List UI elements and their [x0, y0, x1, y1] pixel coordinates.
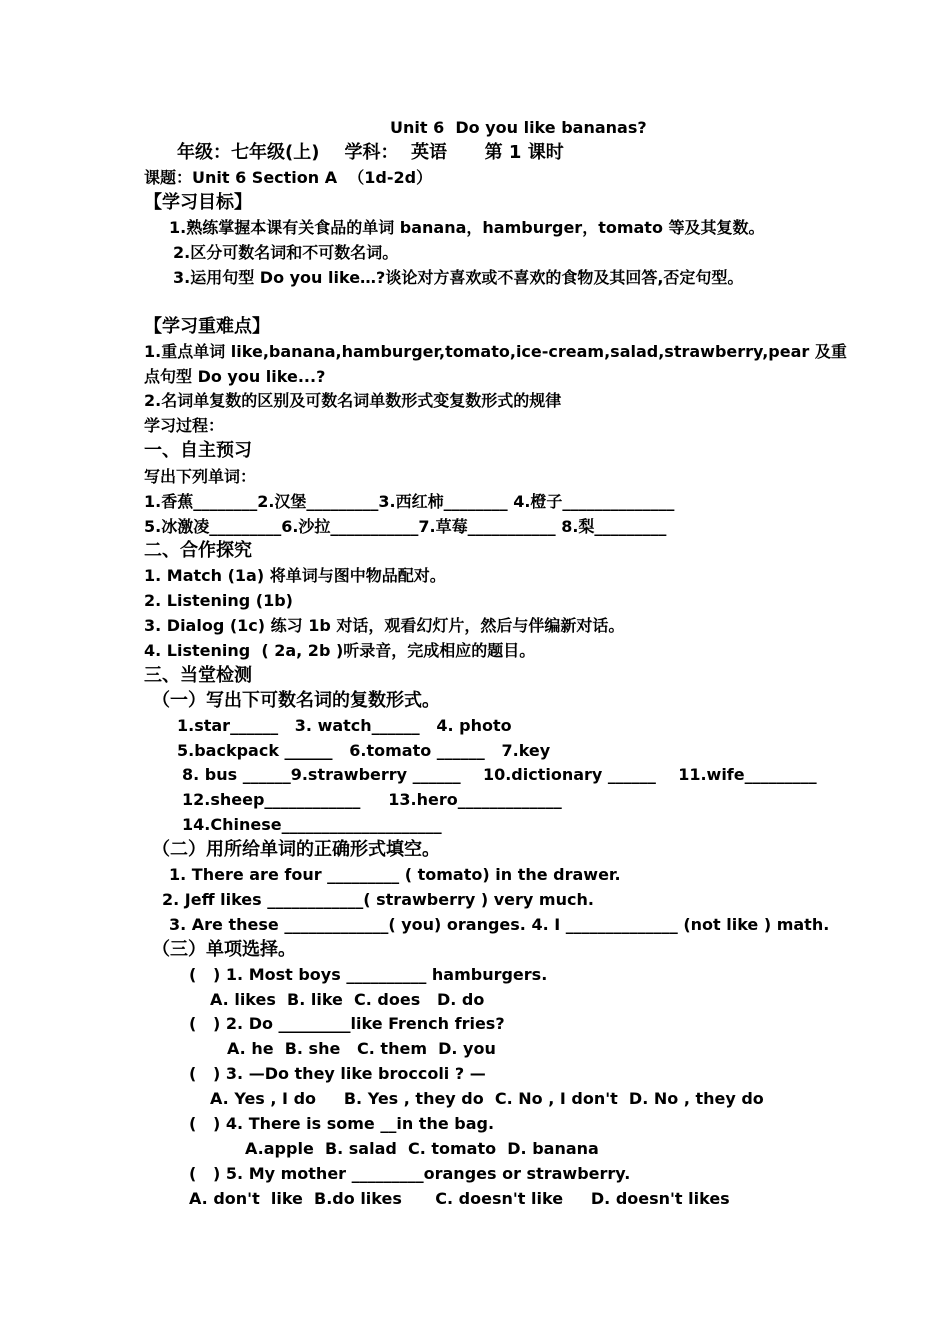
question-line: ( ) 4. There is some __in the bag.	[189, 1114, 495, 1133]
keypoint-line: 1.重点单词 like,banana,hamburger,tomato,ice-cream,salad,strawberry,pear 及重	[144, 342, 847, 361]
section1-instruction: 写出下列单词：	[144, 467, 257, 486]
objective-item: 2.区分可数名词和不可数名词。	[173, 243, 399, 262]
keypoints-heading: 【学习重难点】	[144, 316, 270, 337]
document-title: Unit 6 Do you like bananas?	[390, 118, 647, 137]
section2-item: 4. Listening ( 2a, 2b )听录音，完成相应的题目。	[144, 641, 536, 660]
part2-line: 1. There are four _________ ( tomato) in the drawer.	[169, 865, 621, 884]
question-line: ( ) 3. —Do they like broccoli ? —	[189, 1064, 486, 1083]
options-line: A. he B. she C. them D. you	[227, 1039, 496, 1058]
section2-item: 1. Match (1a) 将单词与图中物品配对。	[144, 566, 446, 585]
vocab-line: 5.冰激凌_________6.沙拉___________7.草莓___________ 8.梨_________	[144, 517, 667, 536]
section2-item: 2. Listening (1b)	[144, 591, 293, 610]
objective-item: 3.运用句型 Do you like…?谈论对方喜欢或不喜欢的食物及其回答,否定句型。	[173, 268, 744, 287]
lesson-topic: 课题：Unit 6 Section A （1d-2d）	[144, 168, 433, 187]
part2-line: 2. Jeff likes ____________( strawberry ) very much.	[162, 890, 594, 909]
section2-item: 3. Dialog (1c) 练习 1b 对话，观看幻灯片，然后与伴编新对话。	[144, 616, 625, 635]
options-line: A. Yes , I do B. Yes , they do C. No , I don't D. No , they do	[210, 1089, 764, 1108]
options-line: A. likes B. like C. does D. do	[210, 990, 485, 1009]
section3-heading: 三、当堂检测	[144, 665, 252, 686]
question-line: ( ) 5. My mother _________oranges or strawberry.	[189, 1164, 631, 1183]
section1-heading: 一、自主预习	[144, 440, 252, 461]
part1-line: 12.sheep____________ 13.hero_____________	[182, 790, 562, 809]
question-line: ( ) 2. Do _________like French fries?	[189, 1014, 505, 1033]
question-line: ( ) 1. Most boys __________ hamburgers.	[189, 965, 548, 984]
keypoint-line: 2.名词单复数的区别及可数名词单数形式变复数形式的规律	[144, 391, 562, 410]
part2-heading: （二）用所给单词的正确形式填空。	[152, 839, 440, 860]
keypoint-line: 点句型 Do you like...?	[144, 367, 326, 386]
part1-line: 14.Chinese____________________	[182, 815, 442, 834]
objectives-heading: 【学习目标】	[144, 192, 252, 213]
process-heading: 学习过程：	[144, 416, 225, 435]
options-line: A. don't like B.do likes C. doesn't like D. doesn't likes	[189, 1189, 730, 1208]
part1-line: 1.star______ 3. watch______ 4. photo	[177, 716, 512, 735]
objective-item: 1.熟练掌握本课有关食品的单词 banana，hamburger，tomato 等及其复数。	[169, 218, 765, 237]
vocab-line: 1.香蕉________2.汉堡_________3.西红柿________ 4.橙子______________	[144, 492, 675, 511]
section2-heading: 二、合作探究	[144, 540, 252, 561]
part1-line: 5.backpack ______ 6.tomato ______ 7.key	[177, 741, 551, 760]
part3-heading: （三）单项选择。	[152, 939, 296, 960]
grade-subject-line: 年级：七年级(上) 学科： 英语 第 1 课时	[177, 142, 564, 163]
part1-heading: （一）写出下可数名词的复数形式。	[152, 690, 440, 711]
part1-line: 8. bus ______9.strawberry ______ 10.dictionary ______ 11.wife_________	[182, 765, 817, 784]
part2-line: 3. Are these _____________( you) oranges. 4. I ______________ (not like ) math.	[169, 915, 830, 934]
options-line: A.apple B. salad C. tomato D. banana	[245, 1139, 599, 1158]
